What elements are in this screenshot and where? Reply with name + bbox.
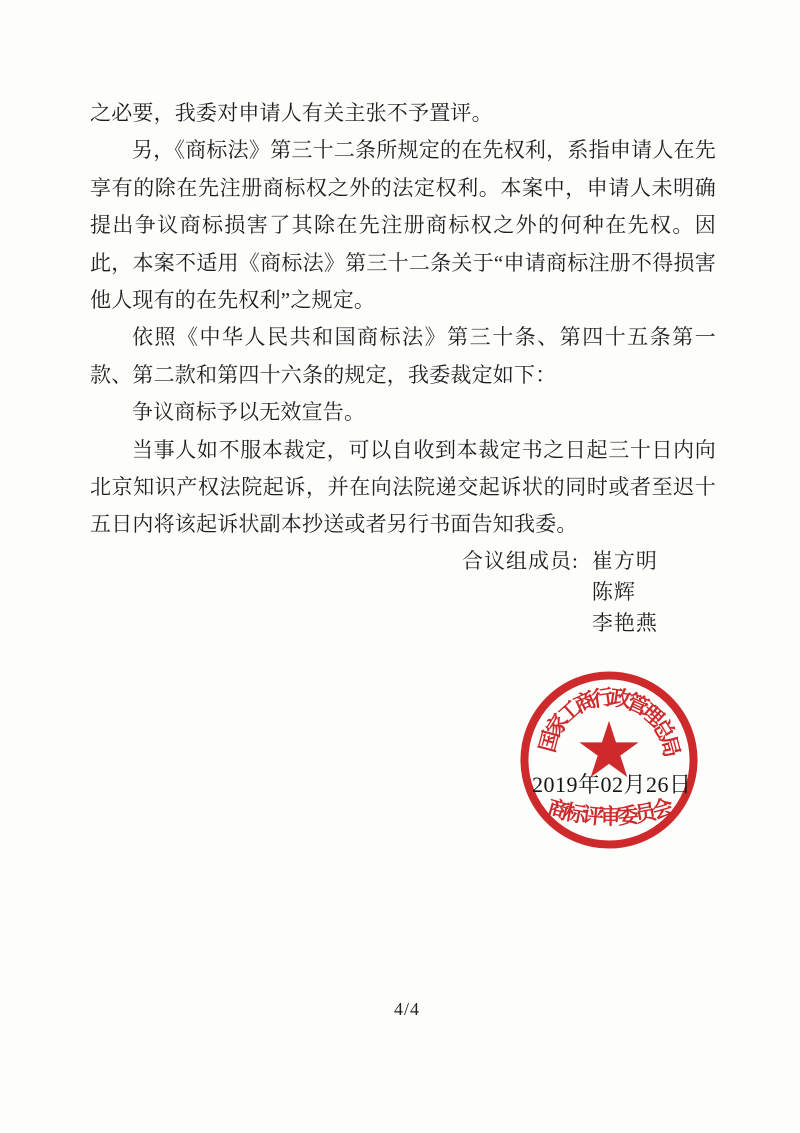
panel-members-list — [592, 546, 658, 639]
seal-bottom-text: 商标评审委员会 — [544, 795, 674, 829]
body-paragraph: 当事人如不服本裁定，可以自收到本裁定书之日起三十日内向北京知识产权法院起诉，并在向法院递交起诉状的同时或者至迟十五日内将该起诉状副本抄送或者另行书面告知我委。 — [90, 437, 716, 537]
decision-date: 2019年02月26日 — [532, 772, 692, 797]
panel-member-name: 崔方明 — [591, 549, 658, 573]
decision-body — [90, 95, 716, 544]
panel-member-name: 陈辉 — [591, 580, 636, 604]
official-seal-graphic — [520, 671, 698, 849]
body-paragraph: 之必要，我委对申请人有关主张不予置评。 — [90, 101, 493, 125]
body-paragraph: 依照《中华人民共和国商标法》第三十条、第四十五条第一款、第二款和第四十六条的规定，我委裁定如下： — [90, 325, 716, 387]
panel-signature-block — [462, 546, 658, 639]
page-number: 4/4 — [394, 999, 421, 1019]
panel-members-label: 合议组成员: — [462, 549, 579, 573]
body-paragraph: 争议商标予以无效宣告。 — [132, 400, 366, 425]
panel-member-name: 李艳燕 — [591, 611, 658, 635]
body-paragraph: 另，《商标法》第三十二条所规定的在先权利，系指申请人在先享有的除在先注册商标权之外的法定权利。本案中，申请人未明确提出争议商标损害了其除在先注册商标权之外的何种在先权。因此，本案不适用《商标法》第三十二条关于“申请商标注册不得损害他人现有的在先权利”之规定。 — [90, 138, 716, 313]
seal-top-text: 国家工商行政管理总局 — [535, 685, 683, 755]
official-seal — [520, 671, 698, 849]
